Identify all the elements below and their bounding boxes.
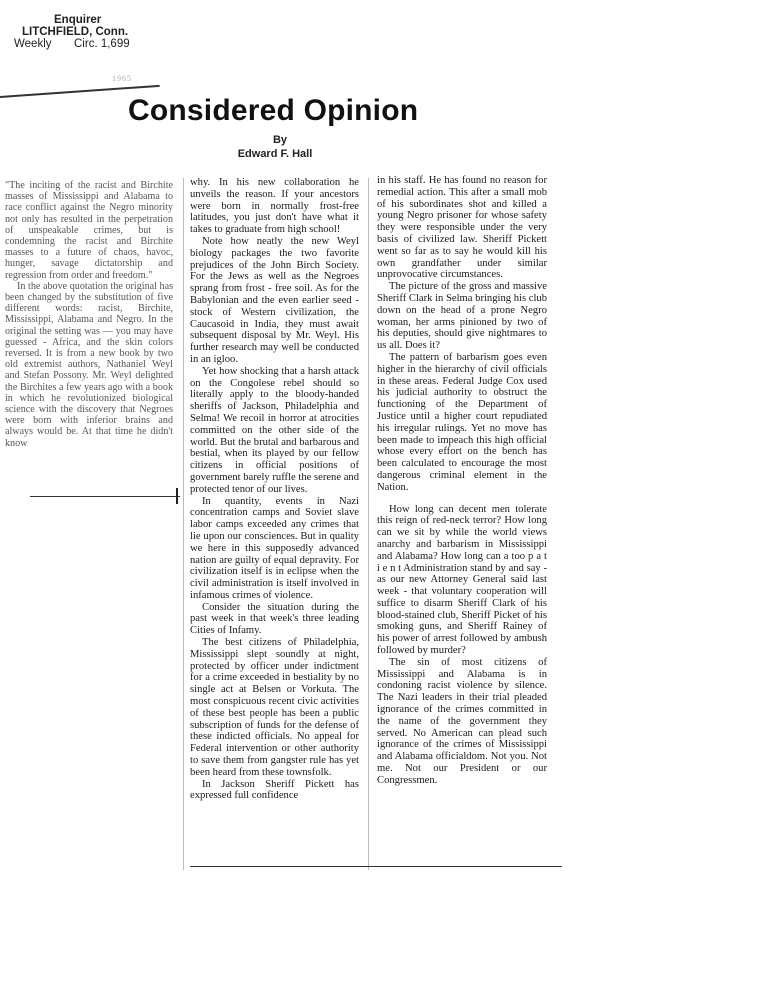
- column-3-paragraph: How long can decent men tolerate this reign of red-neck terror? How long can we sit by while the world views anarchy and barbarism in Mississippi and Alabama? How long can a too p a t i e n t Administration stand by and say - as our new Attorney General said last week - that voluntary cooperation will suffice to disarm Sheriff Clark of his blood-stained club, Sheriff Picket of his smoking guns, and Sheriff Rainey of his power of arrest followed by ambush followed by murder?: [377, 503, 547, 657]
- masthead-circulation: Circ. 1,699: [74, 38, 130, 50]
- column-1-paragraph: In the above quotation the original has been changed by the substitution of five different words: racist, Birchite, Mississippi, Alabama and Negro. In the original the setting was — you may have guessed - Africa, and the skin colors reversed. It is from a new book by two old extremist authors, Nathaniel Weyl and Stefan Possony. Mr. Weyl delighted the Birchites a few years ago with a book in which he revolutionized biological science with the discovery that Negroes were born with inferior brains and always would be. At that time he didn't know: [5, 280, 173, 449]
- byline-author: Edward F. Hall: [237, 148, 313, 160]
- column-2-paragraph: Consider the situation during the past week in that week's three leading Cities of Infamy.: [190, 601, 359, 637]
- column-3-paragraph: The picture of the gross and massive Sheriff Clark in Selma bringing his club down on the head of a prone Negro woman, her arms pinioned by two of his deputies, should give nightmares to us all. Does it?: [377, 281, 547, 352]
- column-3-paragraph: The pattern of barbarism goes even higher in the hierarchy of civil officials in these areas. Federal Judge Cox used his judicial authority to obstruct the functioning of the Department of Justice until a higher court repudiated his irregular rulings. Yet no move has been made to impeach this high official whose every effort on the bench has been calculated to encourage the most dangerous criminal element in the Nation.: [377, 351, 547, 493]
- article-column-1: [5, 180, 173, 449]
- article-bottom-rule: [190, 866, 562, 867]
- column-2-paragraph: Yet how shocking that a harsh attack on the Congolese rebel should so literally apply to the bloody-handed sheriffs of Jackson, Philadelphia and Selma! We recoil in horror at atrocities committed on the other side of the world. But the brutal and barbarous and bestial, when its played by our fellow citizens in official positions of government barely ruffle the serene and protected tenor of our lives.: [190, 365, 359, 495]
- column-3-paragraph: in his staff. He has found no reason for remedial action. This after a small mob of his subordinates shot and killed a young Negro prisoner for whose safety they were responsible under the very basis of civilized law. Sheriff Pickett went so far as to say he would kill his own grandfather under similar unprovocative circumstances.: [377, 175, 547, 281]
- column-3-paragraph: The sin of most citizens of Mississippi and Alabama is in condoning racist violence by silence. The Nazi leaders in their trial pleaded ignorance of the crimes committed in the name of the government they served. No American can plead such ignorance of the crimes of Mississippi and Alabama officialdom. Not you. Not me. Not our President or our Congressmen.: [377, 656, 547, 786]
- article-column-2: [190, 177, 359, 802]
- article-column-3: [377, 175, 547, 787]
- column-divider: [183, 178, 184, 870]
- masthead: [14, 14, 164, 50]
- masthead-frequency: Weekly: [14, 38, 52, 50]
- column-2-paragraph: The best citizens of Philadelphia, Mississippi slept soundly at night, protected by officer under indictment for a crime exceeded in bestiality by no single act at Belsen or Vorkuta. The most conspicuous recent civic activities of these best people has been a public subscription of funds for the defense of these indicted officials. No appeal for Federal intervention or other authority to save them from gangster rule has yet been heard from these townsfolk.: [190, 637, 359, 778]
- column-2-paragraph: In Jackson Sheriff Pickett has expressed full confidence: [190, 778, 359, 802]
- masthead-circulation-line: [14, 38, 164, 50]
- column-1-end-rule: [30, 496, 180, 497]
- column-2-paragraph: why. In his new collaboration he unveils the reason. If your ancestors were born in normally frost-free latitudes, you just don't have what it takes to graduate from high school!: [190, 177, 359, 236]
- column-1-paragraph: "The inciting of the racist and Birchite masses of Mississippi and Alabama to race conflict against the Negro minority not only has resulted in the perpetration of unspeakable crimes, but is condemning the racist and Birchite masses to a future of chaos, havoc, hunger, savage dictatorship and regression from order and freedom.": [5, 180, 173, 281]
- column-1-end-tick: [176, 488, 178, 504]
- column-2-paragraph: In quantity, events in Nazi concentration camps and Soviet slave labor camps exceeded any crimes that lie upon our consciences. But in quality we here in this supposedly advanced nation are guilty of equal depravity. For civilization itself is in eclipse when the civil administration is itself involved in infamous crimes of violence.: [190, 495, 359, 601]
- headline: Considered Opinion: [128, 94, 419, 127]
- column-divider: [368, 178, 369, 870]
- byline-by: By: [272, 134, 288, 146]
- byline: [200, 133, 350, 161]
- masthead-paper-name: Enquirer: [54, 14, 102, 26]
- masthead-city: LITCHFIELD, Conn.: [22, 26, 129, 38]
- date-stamp: 1965: [112, 74, 132, 83]
- column-2-paragraph: Note how neatly the new Weyl biology packages the two favorite prejudices of the John Birch Society. For the Jews as well as the Negroes sprang from frost - free soil. As for the Babylonian and the even earlier seed - stock of Western civilization, the Caucasoid in India, they must await subsequent disposal by Mr. Weyl. His further research may well be conducted in an igloo.: [190, 235, 359, 365]
